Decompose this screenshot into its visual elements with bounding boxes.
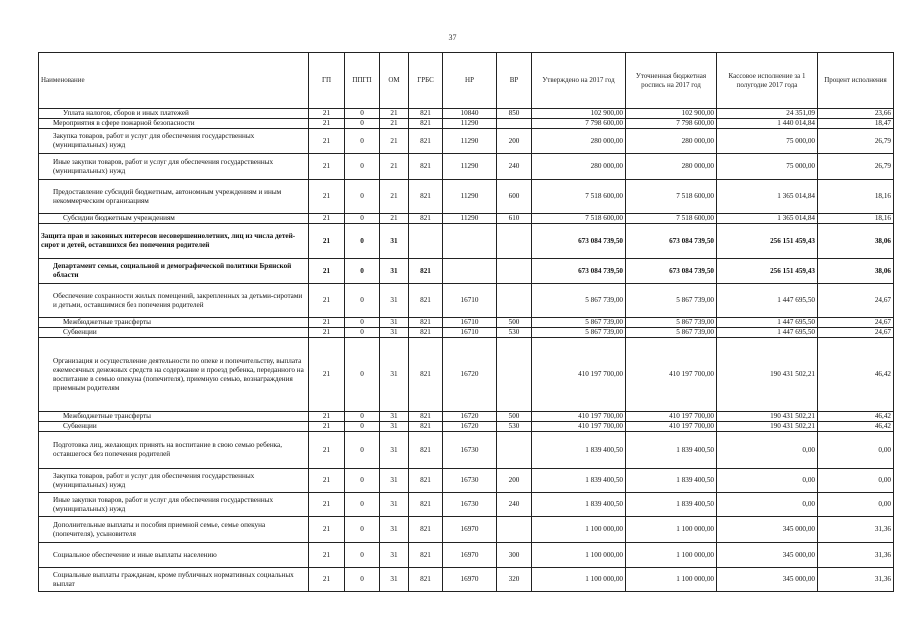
row-name: Департамент семьи, социальной и демографической политики Брянской области <box>53 262 292 279</box>
name-cell <box>39 129 309 154</box>
om-cell: 31 <box>380 412 409 422</box>
table-row <box>39 224 894 259</box>
grbs-cell: 821 <box>409 318 443 328</box>
name-cell <box>39 109 309 119</box>
table-row <box>39 109 894 119</box>
name-cell <box>39 338 309 412</box>
gp-cell: 21 <box>309 129 345 154</box>
percent-cell: 23,66 <box>818 109 894 119</box>
table-row <box>39 154 894 180</box>
percent-cell: 0,00 <box>818 493 894 517</box>
ppgp-cell: 0 <box>345 224 380 259</box>
cash-cell: 1 447 695,50 <box>717 318 818 328</box>
percent-cell: 24,67 <box>818 318 894 328</box>
table-row <box>39 328 894 338</box>
table-row <box>39 129 894 154</box>
ppgp-cell: 0 <box>345 568 380 592</box>
percent-cell: 18,16 <box>818 214 894 224</box>
gp-cell: 21 <box>309 493 345 517</box>
cash-cell: 190 431 502,21 <box>717 412 818 422</box>
cash-cell: 1 447 695,50 <box>717 328 818 338</box>
approved-cell: 280 000,00 <box>532 154 626 180</box>
refined-cell: 410 197 700,00 <box>626 338 717 412</box>
refined-cell: 280 000,00 <box>626 129 717 154</box>
om-cell: 31 <box>380 517 409 543</box>
grbs-cell: 821 <box>409 328 443 338</box>
grbs-cell: 821 <box>409 284 443 318</box>
np-cell <box>443 224 497 259</box>
ppgp-cell: 0 <box>345 180 380 214</box>
np-cell: 16730 <box>443 493 497 517</box>
percent-cell: 31,36 <box>818 568 894 592</box>
cash-cell: 345 000,00 <box>717 543 818 568</box>
page-number: 37 <box>448 33 457 42</box>
vr-cell <box>497 432 532 469</box>
refined-cell: 673 084 739,50 <box>626 259 717 284</box>
grbs-cell: 821 <box>409 129 443 154</box>
np-cell: 16720 <box>443 412 497 422</box>
np-cell: 16970 <box>443 568 497 592</box>
name-cell <box>39 412 309 422</box>
vr-cell: 200 <box>497 129 532 154</box>
ppgp-cell: 0 <box>345 338 380 412</box>
table-row <box>39 259 894 284</box>
om-cell: 31 <box>380 568 409 592</box>
row-name: Иные закупки товаров, работ и услуг для обеспечения государственных (муниципальных) нужд <box>53 157 274 175</box>
percent-cell: 24,67 <box>818 284 894 318</box>
vr-cell: 530 <box>497 422 532 432</box>
approved-cell: 7 518 600,00 <box>532 214 626 224</box>
name-cell <box>39 180 309 214</box>
om-cell: 21 <box>380 180 409 214</box>
percent-cell: 26,79 <box>818 154 894 180</box>
grbs-cell: 821 <box>409 154 443 180</box>
row-name: Обеспечение сохранности жилых помещений, закрепленных за детьми-сиротами и детьми, оставшимися без попечения родителей <box>53 291 303 309</box>
row-name: Социальное обеспечение и иные выплаты населению <box>53 550 217 559</box>
grbs-cell: 821 <box>409 422 443 432</box>
header-ppgp: ППГП <box>345 53 380 109</box>
approved-cell: 1 100 000,00 <box>532 543 626 568</box>
refined-cell: 1 839 400,50 <box>626 493 717 517</box>
refined-cell: 410 197 700,00 <box>626 422 717 432</box>
np-cell: 16730 <box>443 469 497 493</box>
cash-cell: 256 151 459,43 <box>717 259 818 284</box>
vr-cell: 500 <box>497 318 532 328</box>
table-row <box>39 119 894 129</box>
cash-cell: 1 447 695,50 <box>717 284 818 318</box>
ppgp-cell: 0 <box>345 214 380 224</box>
om-cell: 21 <box>380 119 409 129</box>
gp-cell: 21 <box>309 318 345 328</box>
ppgp-cell: 0 <box>345 469 380 493</box>
ppgp-cell: 0 <box>345 517 380 543</box>
row-name: Уплата налогов, сборов и иных платежей <box>63 109 189 117</box>
percent-cell: 18,47 <box>818 119 894 129</box>
np-cell: 16970 <box>443 517 497 543</box>
table-row <box>39 469 894 493</box>
gp-cell: 21 <box>309 432 345 469</box>
budget-table <box>38 52 894 592</box>
table-row <box>39 568 894 592</box>
name-cell <box>39 284 309 318</box>
row-name: Мероприятия в сфере пожарной безопасности <box>53 119 195 127</box>
grbs-cell: 821 <box>409 493 443 517</box>
gp-cell: 21 <box>309 469 345 493</box>
grbs-cell: 821 <box>409 119 443 129</box>
refined-cell: 1 839 400,50 <box>626 432 717 469</box>
row-name: Субсидии бюджетным учреждениям <box>63 214 175 222</box>
np-cell: 11290 <box>443 154 497 180</box>
percent-cell: 31,36 <box>818 517 894 543</box>
refined-cell: 410 197 700,00 <box>626 412 717 422</box>
gp-cell: 21 <box>309 543 345 568</box>
approved-cell: 410 197 700,00 <box>532 412 626 422</box>
np-cell: 16730 <box>443 432 497 469</box>
grbs-cell: 821 <box>409 432 443 469</box>
refined-cell: 1 100 000,00 <box>626 517 717 543</box>
vr-cell <box>497 259 532 284</box>
header-name: Наименование <box>39 53 309 109</box>
approved-cell: 7 798 600,00 <box>532 119 626 129</box>
refined-cell: 1 100 000,00 <box>626 568 717 592</box>
name-cell <box>39 517 309 543</box>
row-name: Межбюджетные трансферты <box>63 318 151 326</box>
percent-cell: 31,36 <box>818 543 894 568</box>
table-row <box>39 422 894 432</box>
row-name: Социальные выплаты гражданам, кроме публичных нормативных социальных выплат <box>53 570 294 588</box>
refined-cell: 673 084 739,50 <box>626 224 717 259</box>
grbs-cell: 821 <box>409 543 443 568</box>
om-cell: 31 <box>380 469 409 493</box>
vr-cell <box>497 284 532 318</box>
percent-cell: 46,42 <box>818 412 894 422</box>
grbs-cell: 821 <box>409 214 443 224</box>
percent-cell: 0,00 <box>818 469 894 493</box>
vr-cell <box>497 119 532 129</box>
vr-cell <box>497 517 532 543</box>
approved-cell: 280 000,00 <box>532 129 626 154</box>
om-cell: 31 <box>380 224 409 259</box>
ppgp-cell: 0 <box>345 259 380 284</box>
gp-cell: 21 <box>309 214 345 224</box>
row-name: Защита прав и законных интересов несовершеннолетних, лиц из числа детей-сирот и детей, оставшихся без попечения родителей <box>41 232 296 249</box>
np-cell: 16720 <box>443 422 497 432</box>
gp-cell: 21 <box>309 119 345 129</box>
np-cell: 10840 <box>443 109 497 119</box>
np-cell: 11290 <box>443 180 497 214</box>
vr-cell: 850 <box>497 109 532 119</box>
ppgp-cell: 0 <box>345 154 380 180</box>
om-cell: 21 <box>380 129 409 154</box>
grbs-cell: 821 <box>409 412 443 422</box>
vr-cell: 300 <box>497 543 532 568</box>
row-name: Организация и осуществление деятельности по опеке и попечительству, выплата ежемесячных денежных средств на содержание и проезд ребенка, переданного на воспитание в семью опекуна (попечителя), приемную семью, вознаграждения приемным родителям <box>53 356 304 392</box>
cash-cell: 0,00 <box>717 432 818 469</box>
refined-cell: 5 867 739,00 <box>626 318 717 328</box>
cash-cell: 75 000,00 <box>717 154 818 180</box>
percent-cell: 18,16 <box>818 180 894 214</box>
gp-cell: 21 <box>309 517 345 543</box>
approved-cell: 1 100 000,00 <box>532 568 626 592</box>
vr-cell: 200 <box>497 469 532 493</box>
table-row <box>39 284 894 318</box>
ppgp-cell: 0 <box>345 284 380 318</box>
gp-cell: 21 <box>309 568 345 592</box>
grbs-cell: 821 <box>409 568 443 592</box>
name-cell <box>39 318 309 328</box>
table-row <box>39 338 894 412</box>
om-cell: 31 <box>380 284 409 318</box>
row-name: Предоставление субсидий бюджетным, автономным учреждениям и иным некоммерческим организациям <box>53 187 282 205</box>
np-cell: 11290 <box>443 119 497 129</box>
gp-cell: 21 <box>309 259 345 284</box>
approved-cell: 5 867 739,00 <box>532 284 626 318</box>
om-cell: 31 <box>380 259 409 284</box>
vr-cell: 610 <box>497 214 532 224</box>
cash-cell: 1 440 014,84 <box>717 119 818 129</box>
ppgp-cell: 0 <box>345 543 380 568</box>
approved-cell: 673 084 739,50 <box>532 259 626 284</box>
name-cell <box>39 469 309 493</box>
refined-cell: 1 839 400,50 <box>626 469 717 493</box>
om-cell: 21 <box>380 109 409 119</box>
refined-cell: 7 798 600,00 <box>626 119 717 129</box>
name-cell <box>39 568 309 592</box>
om-cell: 31 <box>380 328 409 338</box>
ppgp-cell: 0 <box>345 412 380 422</box>
table-row <box>39 214 894 224</box>
name-cell <box>39 119 309 129</box>
refined-cell: 5 867 739,00 <box>626 284 717 318</box>
percent-cell: 46,42 <box>818 338 894 412</box>
vr-cell <box>497 224 532 259</box>
name-cell <box>39 214 309 224</box>
grbs-cell: 821 <box>409 517 443 543</box>
row-name: Иные закупки товаров, работ и услуг для обеспечения государственных (муниципальных) нужд <box>53 495 274 513</box>
header-grbs: ГРБС <box>409 53 443 109</box>
refined-cell: 7 518 600,00 <box>626 214 717 224</box>
om-cell: 31 <box>380 543 409 568</box>
om-cell: 31 <box>380 338 409 412</box>
gp-cell: 21 <box>309 412 345 422</box>
np-cell: 16710 <box>443 318 497 328</box>
refined-cell: 280 000,00 <box>626 154 717 180</box>
approved-cell: 1 839 400,50 <box>532 432 626 469</box>
np-cell: 11290 <box>443 214 497 224</box>
om-cell: 31 <box>380 432 409 469</box>
cash-cell: 345 000,00 <box>717 568 818 592</box>
approved-cell: 410 197 700,00 <box>532 338 626 412</box>
ppgp-cell: 0 <box>345 119 380 129</box>
name-cell <box>39 154 309 180</box>
vr-cell: 240 <box>497 493 532 517</box>
ppgp-cell: 0 <box>345 318 380 328</box>
approved-cell: 5 867 739,00 <box>532 318 626 328</box>
header-gp: ГП <box>309 53 345 109</box>
om-cell: 31 <box>380 493 409 517</box>
row-name: Подготовка лиц, желающих принять на воспитание в свою семью ребенка, оставшегося без попечения родителей <box>53 441 283 458</box>
table-row <box>39 517 894 543</box>
ppgp-cell: 0 <box>345 432 380 469</box>
cash-cell: 0,00 <box>717 469 818 493</box>
vr-cell: 530 <box>497 328 532 338</box>
approved-cell: 1 100 000,00 <box>532 517 626 543</box>
cash-cell: 24 351,09 <box>717 109 818 119</box>
gp-cell: 21 <box>309 154 345 180</box>
np-cell: 16710 <box>443 328 497 338</box>
grbs-cell: 821 <box>409 109 443 119</box>
header-refined: Уточненная бюджетная роспись на 2017 год <box>626 53 717 109</box>
cash-cell: 256 151 459,43 <box>717 224 818 259</box>
refined-cell: 1 100 000,00 <box>626 543 717 568</box>
approved-cell: 673 084 739,50 <box>532 224 626 259</box>
approved-cell: 7 518 600,00 <box>532 180 626 214</box>
ppgp-cell: 0 <box>345 328 380 338</box>
row-name: Дополнительные выплаты и пособия приемной семье, семье опекуна (попечителя), усыновителя <box>53 520 266 538</box>
cash-cell: 1 365 014,84 <box>717 214 818 224</box>
row-name: Закупка товаров, работ и услуг для обеспечения государственных (муниципальных) нужд <box>53 471 255 489</box>
gp-cell: 21 <box>309 284 345 318</box>
cash-cell: 190 431 502,21 <box>717 422 818 432</box>
cash-cell: 75 000,00 <box>717 129 818 154</box>
percent-cell: 0,00 <box>818 432 894 469</box>
approved-cell: 1 839 400,50 <box>532 493 626 517</box>
row-name: Субвенции <box>63 328 97 336</box>
header-percent: Процент исполнения <box>818 53 894 109</box>
name-cell <box>39 432 309 469</box>
grbs-cell <box>409 224 443 259</box>
gp-cell: 21 <box>309 109 345 119</box>
approved-cell: 5 867 739,00 <box>532 328 626 338</box>
table-header-row <box>39 53 894 109</box>
grbs-cell: 821 <box>409 259 443 284</box>
header-vr: ВР <box>497 53 532 109</box>
table-row <box>39 543 894 568</box>
np-cell: 16710 <box>443 284 497 318</box>
om-cell: 31 <box>380 318 409 328</box>
name-cell <box>39 543 309 568</box>
om-cell: 31 <box>380 422 409 432</box>
approved-cell: 102 900,00 <box>532 109 626 119</box>
refined-cell: 5 867 739,00 <box>626 328 717 338</box>
np-cell: 11290 <box>443 129 497 154</box>
vr-cell: 320 <box>497 568 532 592</box>
approved-cell: 1 839 400,50 <box>532 469 626 493</box>
name-cell <box>39 422 309 432</box>
gp-cell: 21 <box>309 328 345 338</box>
row-name: Субвенции <box>63 422 97 430</box>
name-cell <box>39 259 309 284</box>
header-cash: Кассовое исполнение за 1 полугодие 2017 года <box>717 53 818 109</box>
percent-cell: 38,06 <box>818 224 894 259</box>
ppgp-cell: 0 <box>345 109 380 119</box>
refined-cell: 102 900,00 <box>626 109 717 119</box>
vr-cell <box>497 338 532 412</box>
percent-cell: 38,06 <box>818 259 894 284</box>
header-np: НР <box>443 53 497 109</box>
header-approved: Утверждено на 2017 год <box>532 53 626 109</box>
np-cell: 16720 <box>443 338 497 412</box>
np-cell: 16970 <box>443 543 497 568</box>
om-cell: 21 <box>380 214 409 224</box>
vr-cell: 240 <box>497 154 532 180</box>
refined-cell: 7 518 600,00 <box>626 180 717 214</box>
vr-cell: 500 <box>497 412 532 422</box>
ppgp-cell: 0 <box>345 422 380 432</box>
table-row <box>39 180 894 214</box>
approved-cell: 410 197 700,00 <box>532 422 626 432</box>
cash-cell: 345 000,00 <box>717 517 818 543</box>
gp-cell: 21 <box>309 338 345 412</box>
ppgp-cell: 0 <box>345 129 380 154</box>
gp-cell: 21 <box>309 180 345 214</box>
grbs-cell: 821 <box>409 469 443 493</box>
percent-cell: 46,42 <box>818 422 894 432</box>
cash-cell: 0,00 <box>717 493 818 517</box>
cash-cell: 1 365 014,84 <box>717 180 818 214</box>
name-cell <box>39 224 309 259</box>
ppgp-cell: 0 <box>345 493 380 517</box>
gp-cell: 21 <box>309 422 345 432</box>
om-cell: 21 <box>380 154 409 180</box>
row-name: Закупка товаров, работ и услуг для обеспечения государственных (муниципальных) нужд <box>53 132 255 149</box>
percent-cell: 24,67 <box>818 328 894 338</box>
percent-cell: 26,79 <box>818 129 894 154</box>
table-row <box>39 432 894 469</box>
name-cell <box>39 493 309 517</box>
table-row <box>39 318 894 328</box>
name-cell <box>39 328 309 338</box>
header-om: ОМ <box>380 53 409 109</box>
grbs-cell: 821 <box>409 180 443 214</box>
cash-cell: 190 431 502,21 <box>717 338 818 412</box>
vr-cell: 600 <box>497 180 532 214</box>
grbs-cell: 821 <box>409 338 443 412</box>
gp-cell: 21 <box>309 224 345 259</box>
table-row <box>39 412 894 422</box>
np-cell <box>443 259 497 284</box>
row-name: Межбюджетные трансферты <box>63 412 151 420</box>
table-row <box>39 493 894 517</box>
